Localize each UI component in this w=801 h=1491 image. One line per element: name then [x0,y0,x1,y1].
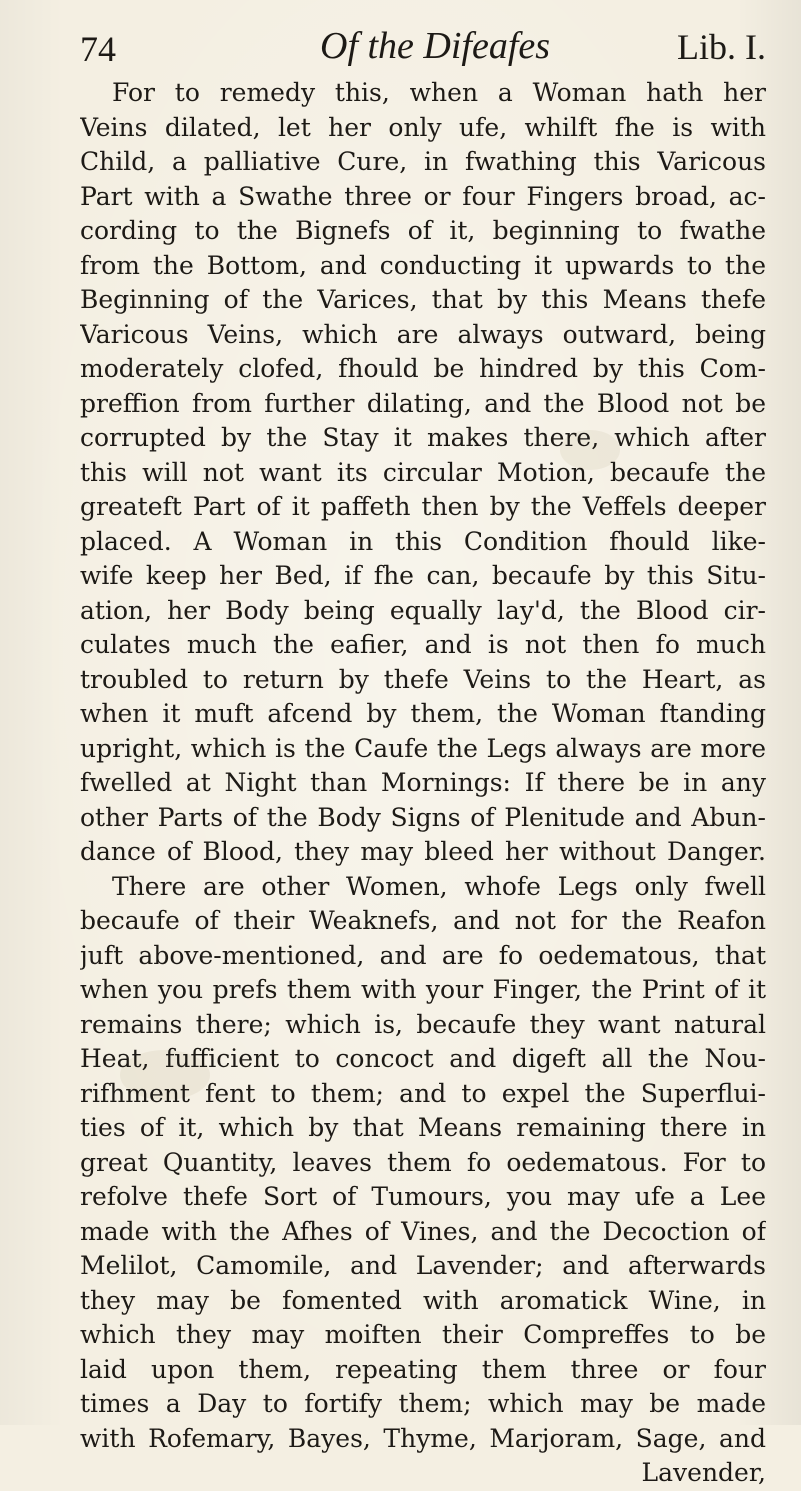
text-line: troubled to return by thefe Veins to the Heart, as [80,664,766,694]
page-header [80,20,766,76]
book-number: Lib. I. [677,27,766,67]
text-line: refolve thefe Sort of Tumours, you may ufe a Lee [80,1182,766,1211]
text-line: becaufe of their Weaknefs, and not for the Reafon [80,906,766,935]
text-line: great Quantity, leaves them fo oedematous. For to [80,1147,766,1177]
text-line: this will not want its circular Motion, becaufe the [80,457,766,487]
text-line: ation, her Body being equally lay'd, the Blood cir- [80,595,766,625]
text-line: wife keep her Bed, if fhe can, becaufe by this Situ- [80,561,766,590]
text-line: For to remedy this, when a Woman hath her [112,78,766,107]
text-line: culates much the eafier, and is not then fo much [80,630,766,659]
text-line: preffion from further dilating, and the Blood not be [80,388,766,418]
text-line: which they may moiften their Compreffes to be [80,1320,766,1349]
text-line: laid upon them, repeating them three or four [80,1354,766,1384]
text-line: moderately clofed, fhould be hindred by this Com- [80,354,766,383]
text-line: times a Day to fortify them; which may be made [80,1389,766,1418]
body-text [80,76,766,1491]
text-line: juft above-mentioned, and are fo oedematous, that [80,940,766,970]
text-line: Child, a palliative Cure, in fwathing this Varicous [80,147,766,176]
text-line: rifhment fent to them; and to expel the Superflui- [80,1078,766,1108]
text-line: There are other Women, whofe Legs only fwell [112,871,766,901]
text-line: Heat, fufficient to concoct and digeft all the Nou- [80,1044,766,1073]
text-line: ties of it, which by that Means remaining there in [80,1113,766,1142]
text-line: dance of Blood, they may bleed her without Danger. [80,837,766,866]
text-line: upright, which is the Caufe the Legs always are more [80,733,766,763]
text-line: greateft Part of it paffeth then by the Veffels deeper [80,492,766,521]
text-line-catchword: Lavender, [641,1458,766,1487]
text-line: fwelled at Night than Mornings: If there be in any [80,768,766,797]
page-number: 74 [80,29,116,69]
text-line: when it muft afcend by them, the Woman ftanding [80,699,766,728]
text-line: Part with a Swathe three or four Fingers broad, ac- [80,181,766,211]
text-line: they may be fomented with aromatick Wine, in [80,1285,766,1315]
text-line: from the Bottom, and conducting it upwards to the [80,250,766,280]
text-line: with Rofemary, Bayes, Thyme, Marjoram, Sage, and [80,1423,766,1453]
text-line: remains there; which is, becaufe they want natural [80,1009,766,1039]
text-line: other Parts of the Body Signs of Plenitude and Abun- [80,802,766,832]
text-line: Melilot, Camomile, and Lavender; and afterwards [80,1251,766,1280]
text-line: Veins dilated, let her only ufe, whilft fhe is with [80,112,766,142]
running-title: Of the Difeafes [320,25,551,67]
text-line: corrupted by the Stay it makes there, which after [80,423,766,452]
text-line: when you prefs them with your Finger, the Print of it [80,975,766,1004]
text-line: cording to the Bignefs of it, beginning to fwathe [80,216,766,245]
text-line: Beginning of the Varices, that by this Means thefe [80,285,766,314]
text-line: Varicous Veins, which are always outward, being [80,319,766,349]
text-line: made with the Afhes of Vines, and the Decoction of [80,1216,766,1246]
text-line: placed. A Woman in this Condition fhould like- [80,526,766,556]
